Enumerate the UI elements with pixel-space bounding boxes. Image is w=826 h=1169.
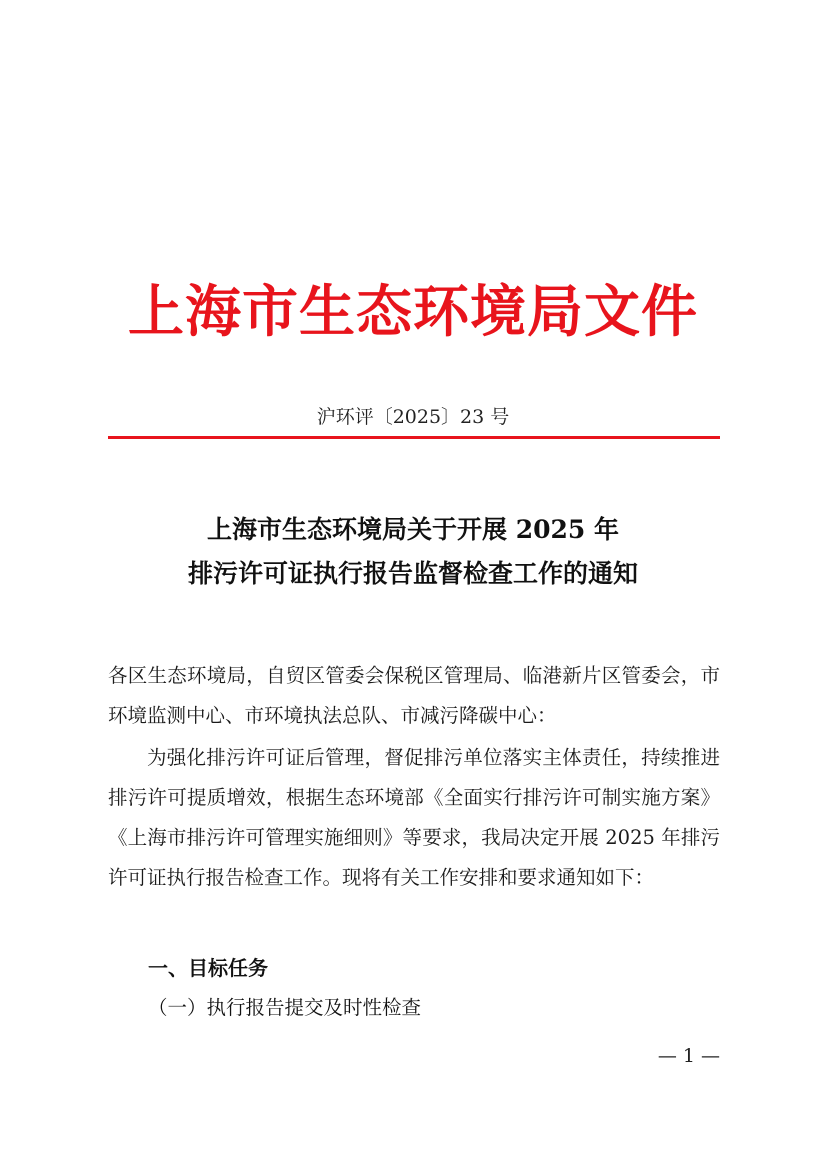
title-line-2: 排污许可证执行报告监督检查工作的通知	[187, 559, 638, 588]
page-number: — 1 —	[657, 1045, 720, 1067]
red-separator-rule	[108, 436, 720, 439]
salutation: 各区生态环境局，自贸区管委会保税区管理局、临港新片区管委会，市环境监测中心、市环境执法总队、市减污降碳中心：	[108, 664, 720, 727]
body-paragraph: 为强化排污许可证后管理，督促排污单位落实主体责任，持续推进排污许可提质增效，根据生态环境部《全面实行排污许可制实施方案》《上海市排污许可管理实施细则》等要求，我局决定开展 2025 年排污许可证执行报告检查工作。现将有关工作安排和要求通知如下：	[108, 746, 720, 889]
subsection-heading: （一）执行报告提交及时性检查	[148, 996, 422, 1019]
title-line-1: 上海市生态环境局关于开展 2025 年	[207, 515, 619, 544]
document-title	[0, 508, 826, 596]
document-number: 沪环评〔2025〕23 号	[316, 406, 510, 428]
document-masthead: 上海市生态环境局文件	[128, 279, 698, 345]
section-heading: 一、目标任务	[148, 956, 268, 980]
